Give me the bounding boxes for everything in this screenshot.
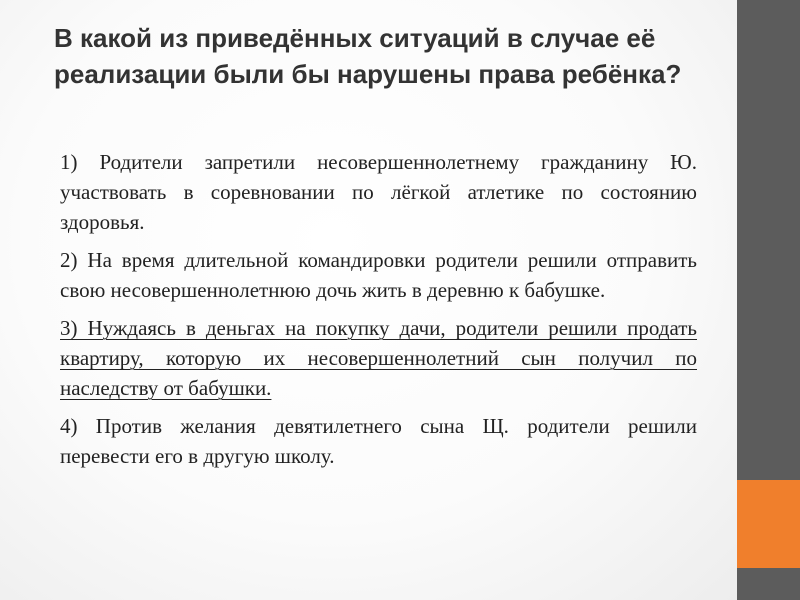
sidebar-accent-block — [737, 480, 800, 568]
option-3-underlined: 3) Нуждаясь в деньгах на покупку дачи, родители решили продать квартиру, которую их несовершеннолетний сын получил по наследству от бабушки. — [60, 316, 697, 400]
slide-title: В какой из приведённых ситуаций в случае её реализации были бы нарушены права ребёнка? — [54, 23, 682, 89]
option-2: 2) На время длительной командировки родители решили отправить свою несовершеннолетнюю дочь жить в деревню к бабушке. — [60, 248, 697, 302]
option-4: 4) Против желания девятилетнего сына Щ. родители решили перевести его в другую школу. — [60, 414, 697, 468]
answer-options-list — [60, 147, 697, 479]
option-1: 1) Родители запретили несовершеннолетнему гражданину Ю. участвовать в соревновании по лёгкой атлетике по состоянию здоровья. — [60, 150, 697, 234]
